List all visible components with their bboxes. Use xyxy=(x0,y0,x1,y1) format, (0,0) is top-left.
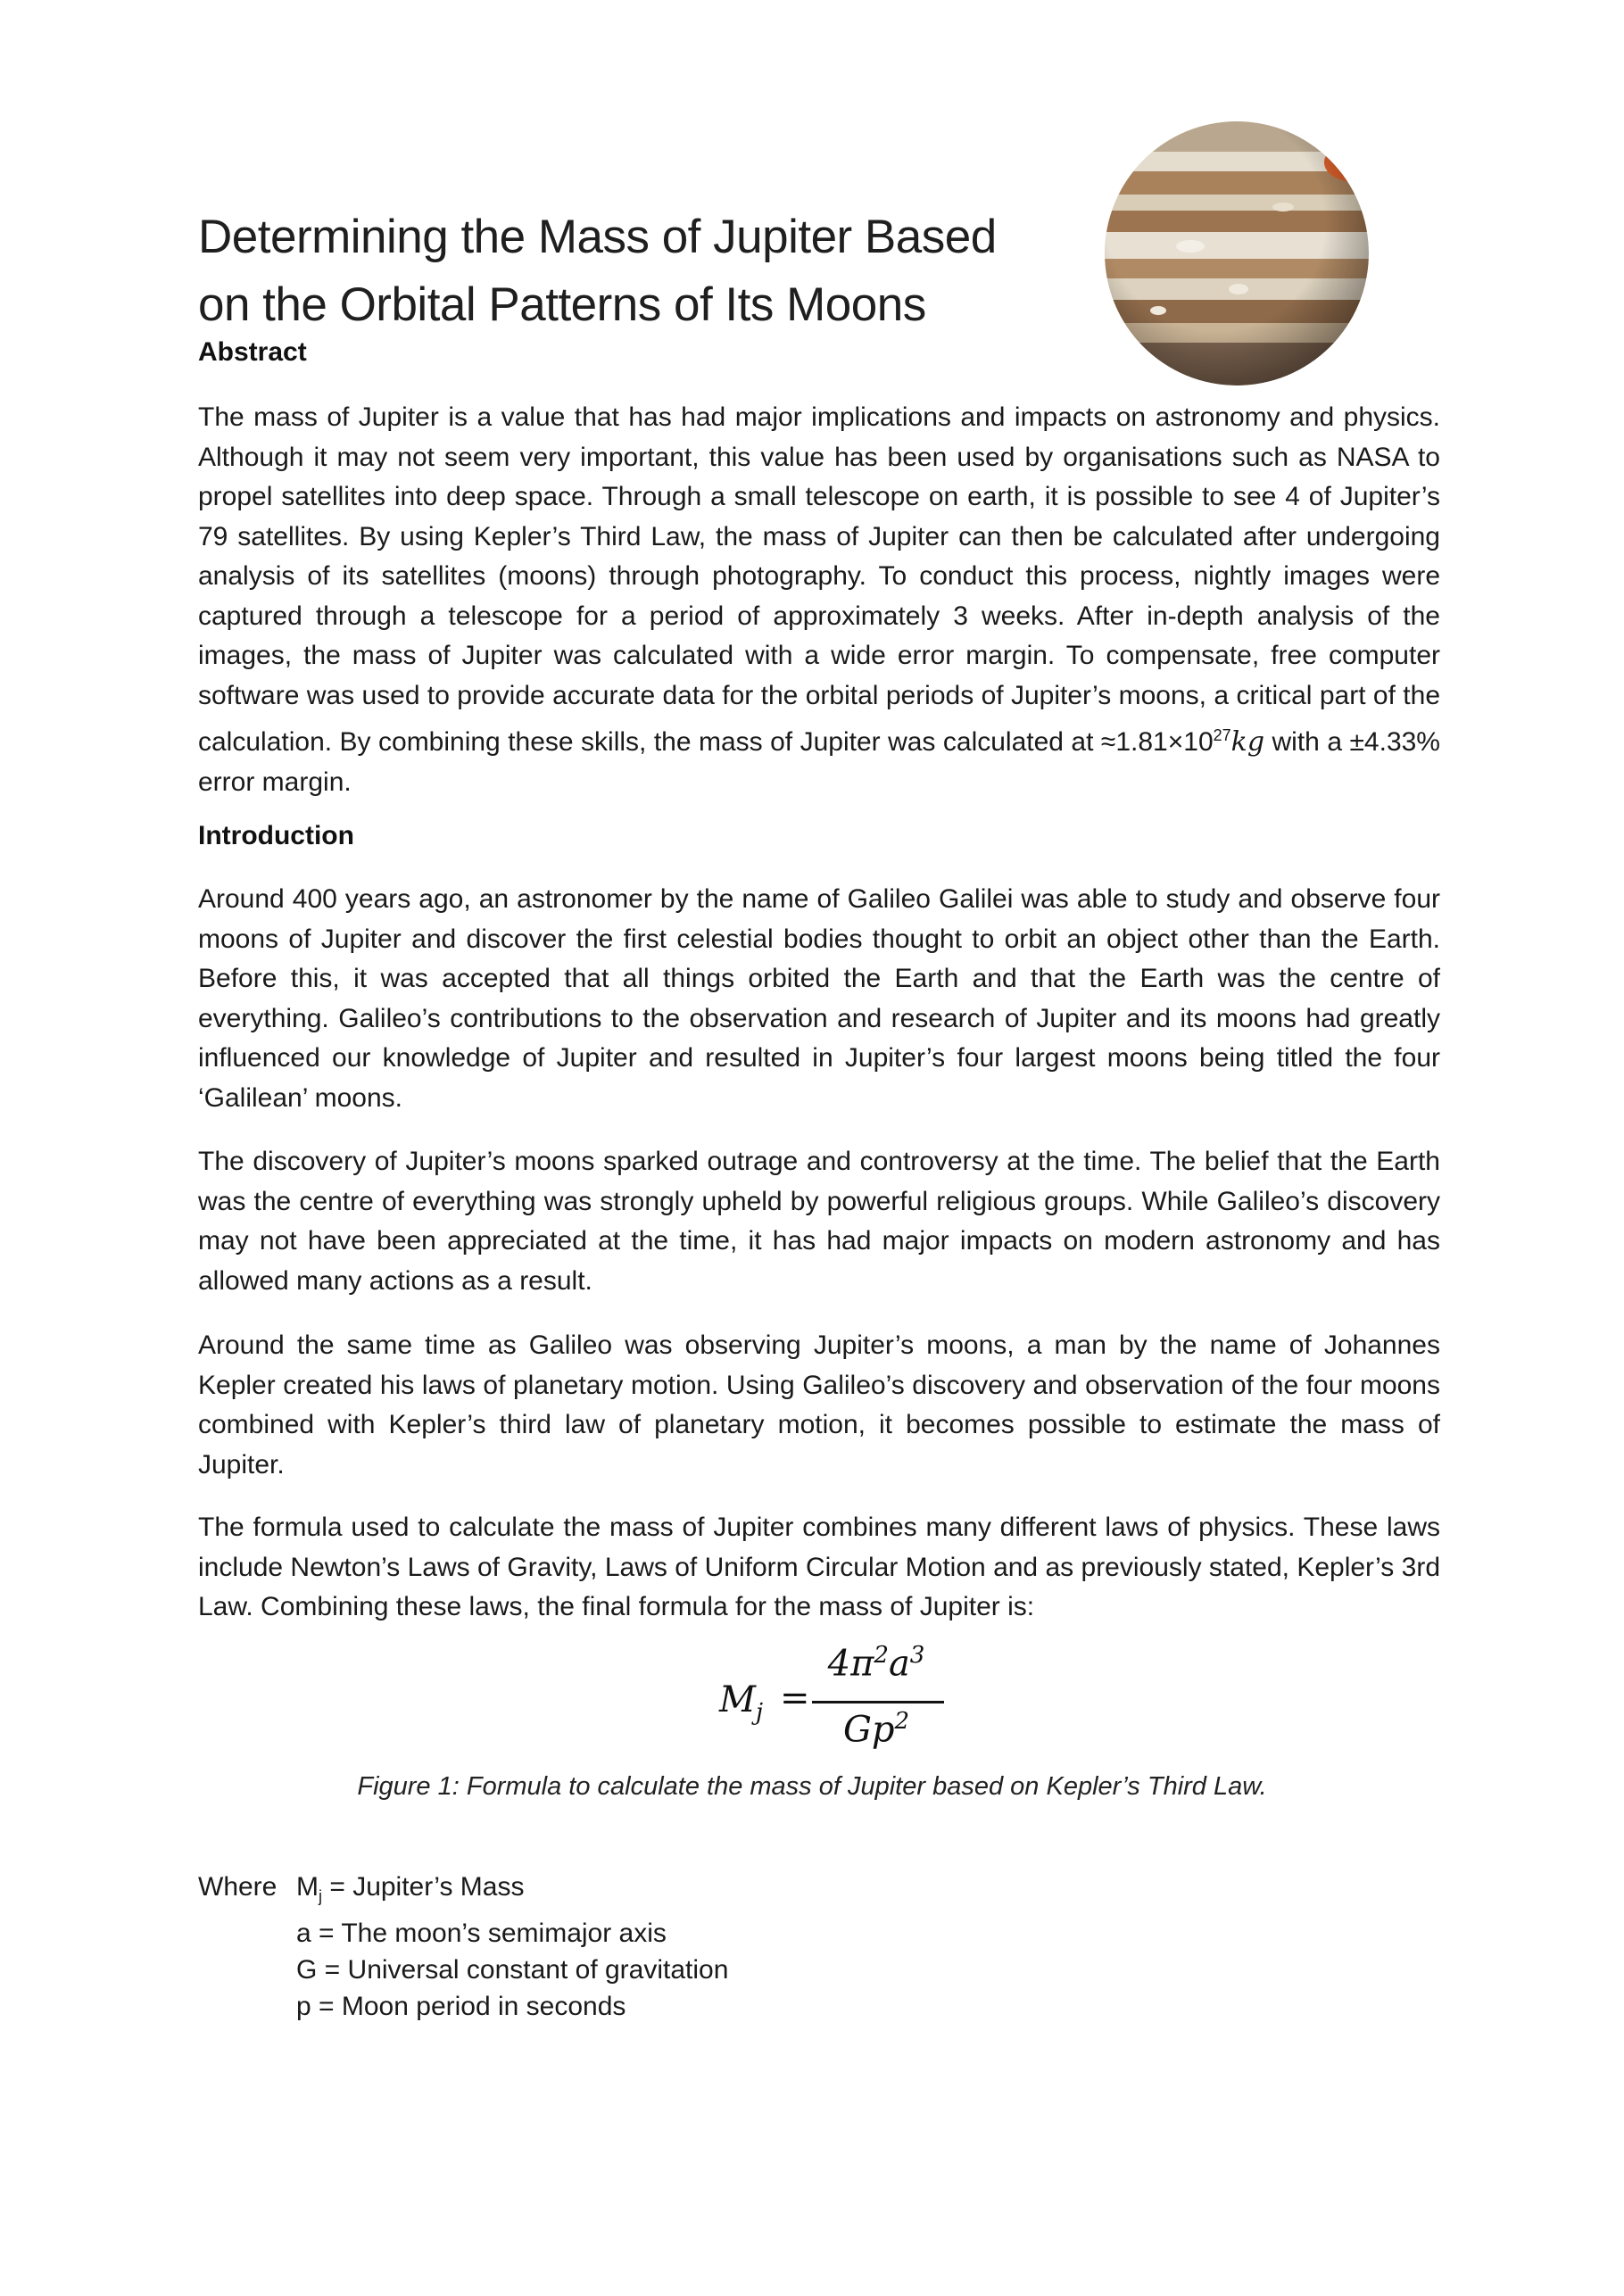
abstract-heading: Abstract xyxy=(198,337,307,367)
formula-numerator: $4\pi^2a^3$ xyxy=(827,1642,925,1685)
definition-gravitation: G = Universal constant of gravitation xyxy=(296,1955,729,1985)
title-line-2: on the Orbital Patterns of Its Moons xyxy=(198,278,926,331)
jupiter-image xyxy=(1105,121,1369,385)
mass-unit: kg xyxy=(1230,726,1265,758)
mass-formula xyxy=(719,1642,951,1758)
title-line-1: Determining the Mass of Jupiter Based xyxy=(198,211,997,263)
definition-semimajor-axis: a = The moon’s semimajor axis xyxy=(296,1919,667,1948)
figure-1-caption: Figure 1: Formula to calculate the mass of Jupiter based on Kepler’s Third Law. xyxy=(357,1772,1267,1801)
where-label: Where xyxy=(198,1872,278,1902)
intro-paragraph-1: Around 400 years ago, an astronomer by the name of Galileo Galilei was able to study and observe four moons of Jupiter and discover the first celestial bodies thought to orbit an object other than the Earth. Before this, it was accepted that all things orbited the Earth and that the Earth was the centre of everything. Galileo’s contributions to the observation and research of Jupiter and its moons had greatly influenced our knowledge of Jupiter and resulted in Jupiter’s four largest moons being titled the four ‘Galilean’ moons. xyxy=(198,884,1440,1113)
abstract-text xyxy=(198,398,1440,802)
formula-equals: = xyxy=(780,1678,810,1719)
introduction-heading: Introduction xyxy=(198,821,354,850)
definition-period: p = Moon period in seconds xyxy=(296,1992,626,2021)
jupiter-planet-icon xyxy=(1105,121,1369,385)
abstract-error-margin: with a ±4.33% error margin. xyxy=(198,727,1440,797)
intro-paragraph-4: The formula used to calculate the mass of Jupiter combines many different laws of physics. These laws include Newton’s Laws of Gravity, Laws of Uniform Circular Motion and as previously stated, Kepler’s 3rd Law. Combining these laws, the final formula for the mass of Jupiter is: xyxy=(198,1513,1440,1621)
mass-exponent: 27 xyxy=(1213,726,1231,744)
abstract-body: The mass of Jupiter is a value that has had major implications and impacts on astronomy and physics. Although it may not seem very important, this value has been used by organisations such as NASA to propel satellites into deep space. Through a small telescope on earth, it is possible to see 4 of Jupiter’s 79 satellites. By using Kepler’s Third Law, the mass of Jupiter can then be calculated after undergoing analysis of its satellites (moons) through photography. To conduct this process, nightly images were captured through a telescope for a period of approximately 3 weeks. After in-depth analysis of the images, the mass of Jupiter was calculated with a wide error margin. To compensate, free computer software was used to provide accurate data for the orbital periods of Jupiter’s moons, a critical part of the calculation. By combining these skills, the mass of Jupiter was calculated at ≈1.81×10 xyxy=(198,402,1440,757)
fraction-bar xyxy=(812,1701,944,1703)
paper-title xyxy=(198,203,1090,339)
formula-lhs: $M_j$ xyxy=(719,1679,764,1726)
intro-paragraph-3: Around the same time as Galileo was observing Jupiter’s moons, a man by the name of Johannes Kepler created his laws of planetary motion. Using Galileo’s discovery and observation of the four moons combined with Kepler’s third law of planetary motion, it becomes possible to estimate the mass of Jupiter. xyxy=(198,1330,1440,1480)
definition-mass: $M_j$ = Jupiter’s Mass xyxy=(296,1872,525,1905)
formula-denominator: Gp$^2$ xyxy=(842,1708,910,1751)
intro-paragraph-2: The discovery of Jupiter’s moons sparked outrage and controversy at the time. The belief that the Earth was the centre of everything was strongly upheld by powerful religious groups. While Galileo’s discovery may not have been appreciated at the time, it has had major impacts on modern astronomy and has allowed many actions as a result. xyxy=(198,1147,1440,1296)
